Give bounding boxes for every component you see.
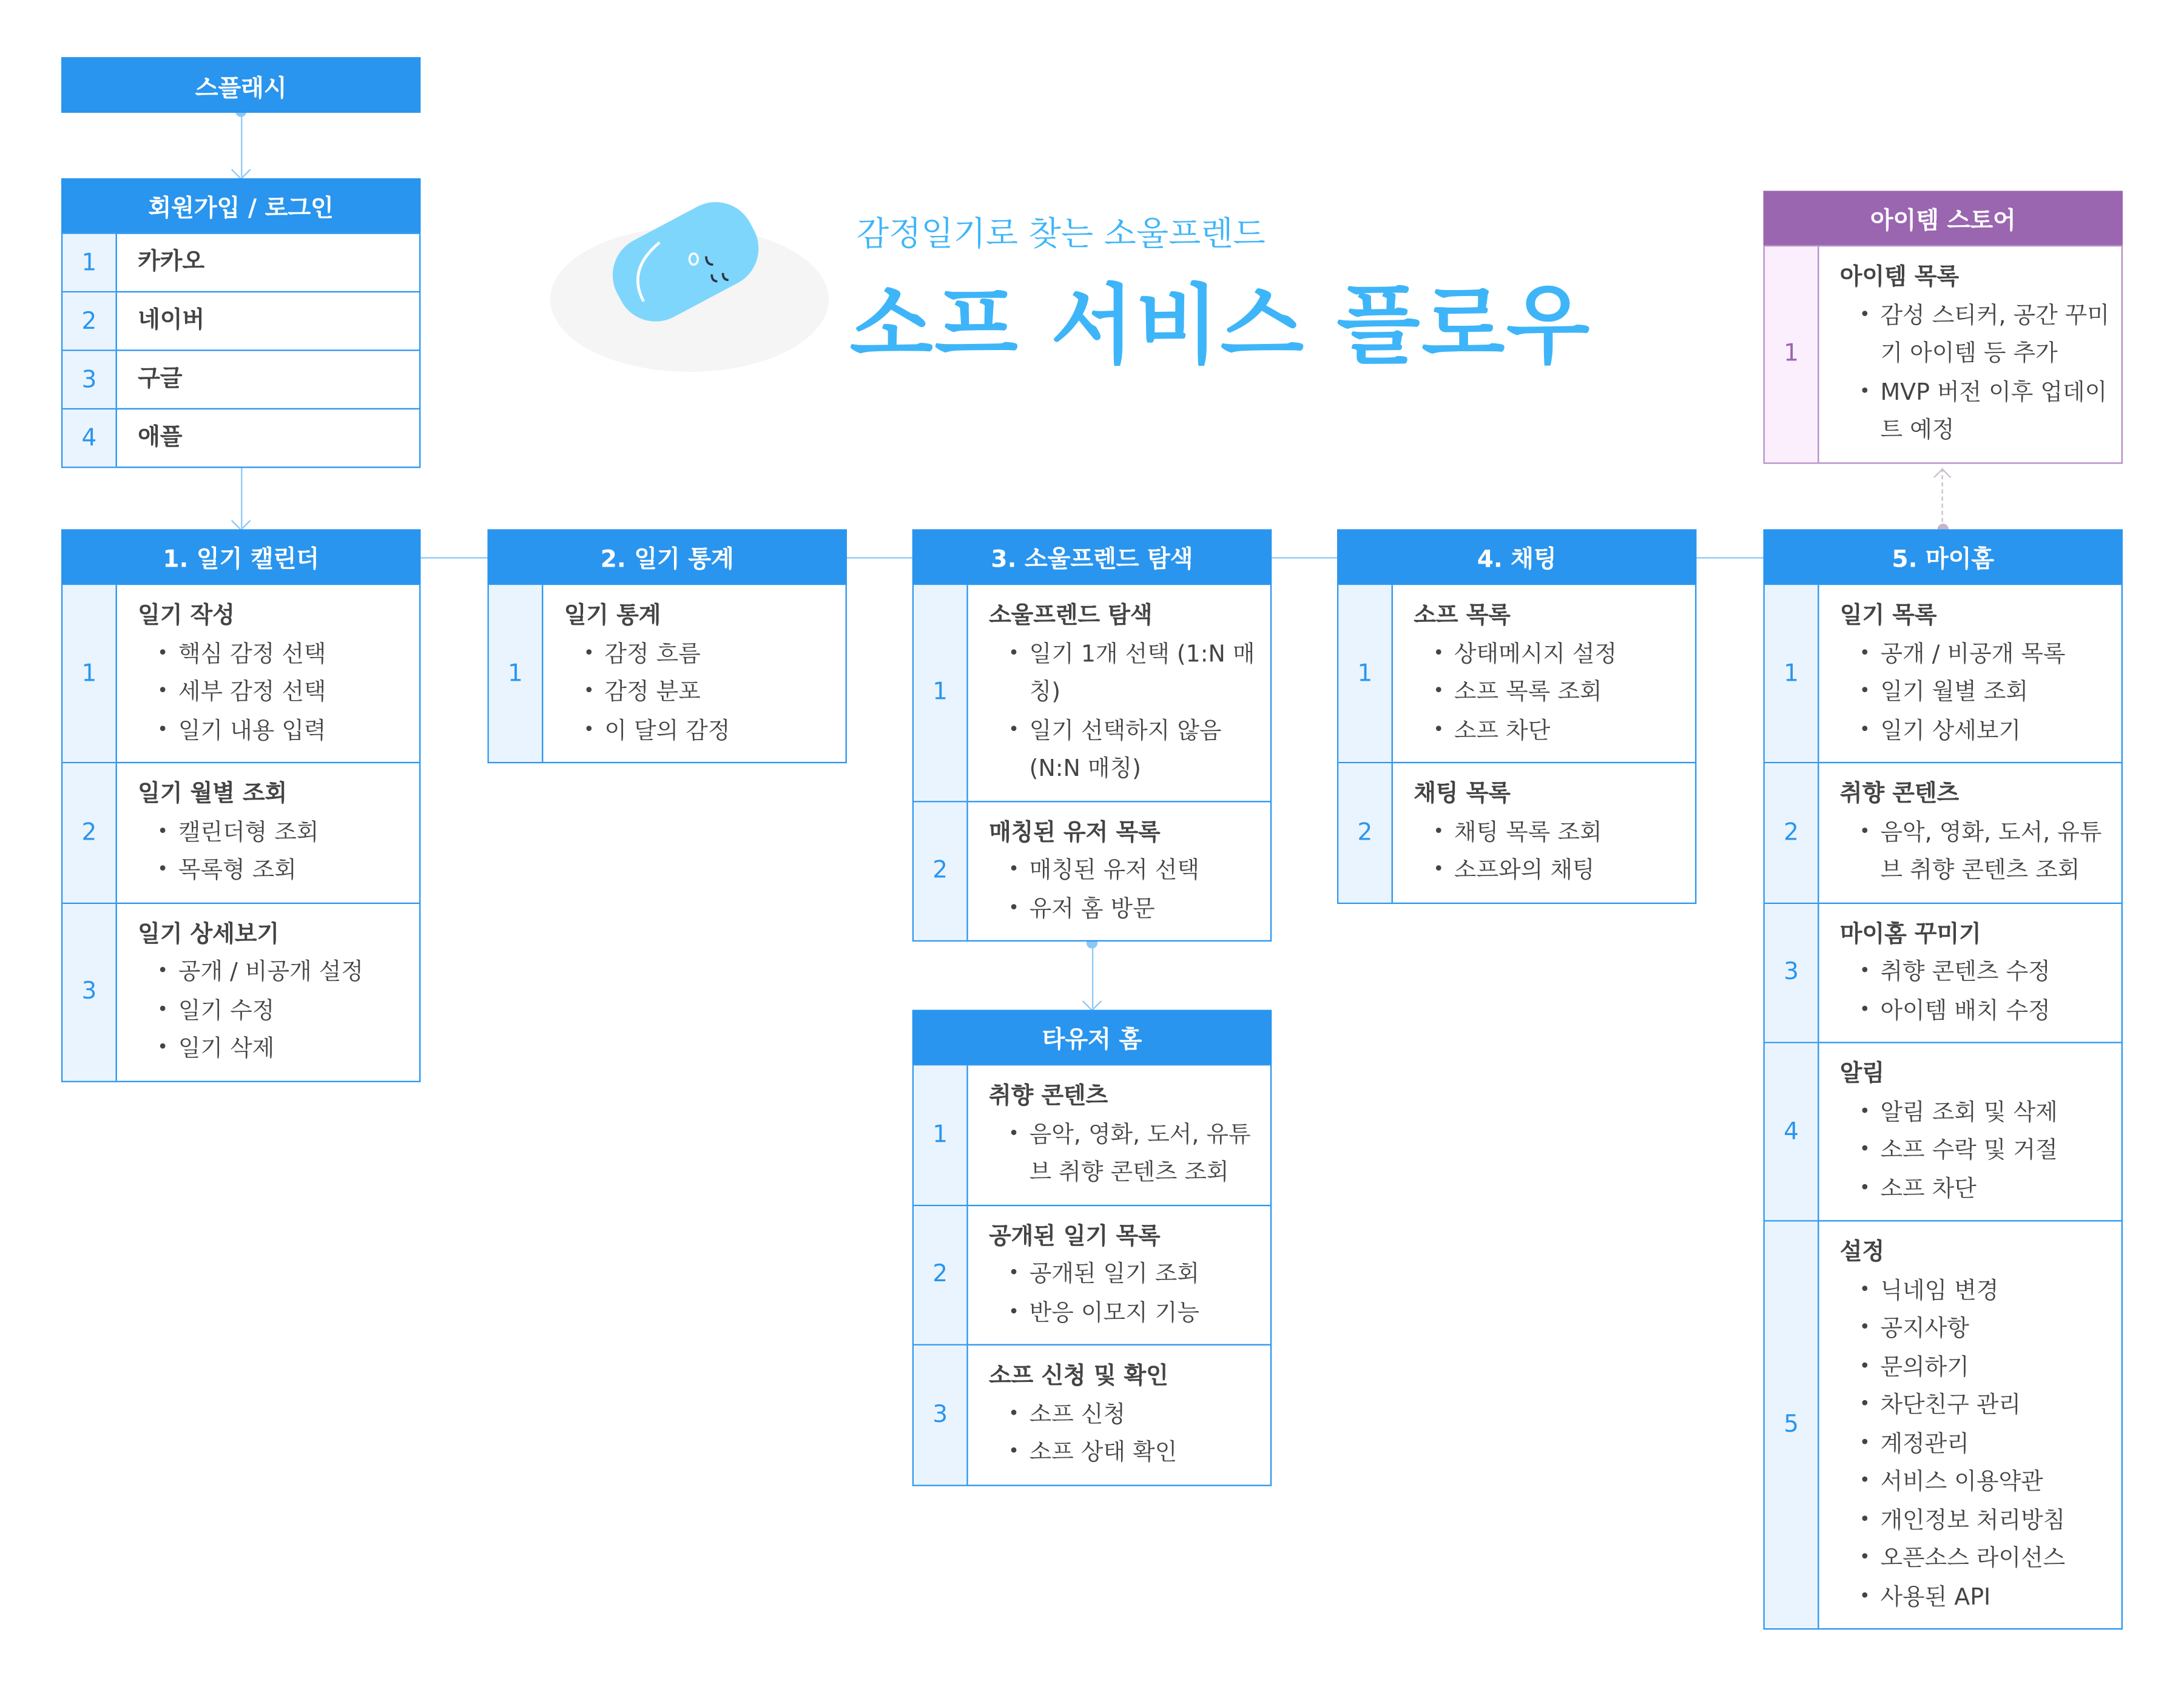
row-number: 2: [62, 763, 117, 901]
bullet-item: • 사용된 API: [1840, 1577, 2110, 1616]
bullet-list: [138, 952, 408, 1067]
row-body: [1819, 903, 2121, 1042]
row-number: 3: [914, 1346, 968, 1484]
bullet-list: [989, 635, 1259, 788]
row-title: 소울프렌드 탐색: [989, 601, 1153, 628]
list-row[interactable]: [914, 1204, 1270, 1344]
row-title: 마이홈 꾸미기: [1839, 920, 1981, 947]
row-label: 카카오: [138, 248, 205, 275]
row-title: 설정: [1839, 1238, 1885, 1265]
bullet-list: [989, 1255, 1259, 1332]
row-number: 1: [914, 585, 968, 800]
box-chat: [1337, 529, 1696, 903]
list-row[interactable]: [1338, 762, 1695, 902]
row-body: [117, 903, 419, 1080]
bullet-item: • 문의하기: [1840, 1347, 2110, 1386]
soap-mascot-logo: [543, 181, 849, 396]
list-row[interactable]: [1765, 1220, 2122, 1628]
list-row[interactable]: [1765, 902, 2122, 1042]
page-subtitle: 감정일기로 찾는 소울프렌드: [856, 214, 1266, 254]
bullet-item: • 아이템 배치 수정: [1840, 991, 2110, 1029]
bullet-item: • 차단친구 관리: [1840, 1386, 2110, 1424]
list-row[interactable]: [62, 232, 419, 291]
row-title: 일기 월별 조회: [138, 780, 288, 807]
list-row[interactable]: [914, 1064, 1270, 1204]
list-row[interactable]: [1765, 584, 2122, 762]
bullet-list: [138, 635, 408, 749]
row-label: 구글: [138, 365, 183, 392]
bullet-item: • 반응 이모지 기능: [989, 1293, 1259, 1332]
arrow-up-icon: [1933, 468, 1951, 486]
list-row[interactable]: [62, 408, 419, 467]
bullet-item: • 소프 목록 조회: [1414, 673, 1684, 711]
bullet-item: • 감성 스티커, 공간 꾸미기 아이템 등 추가: [1840, 296, 2110, 372]
row-body: [968, 1346, 1270, 1484]
splash-header: 스플래시: [61, 57, 420, 113]
box-header: 4. 채팅: [1337, 529, 1696, 584]
box-header: 회원가입 / 로그인: [61, 178, 420, 233]
bullet-item: • 소프 상태 확인: [989, 1433, 1259, 1471]
bullet-item: • 일기 1개 선택 (1:N 매칭): [989, 635, 1259, 711]
box-header: 1. 일기 캘린더: [61, 529, 420, 584]
box-diary-calendar: [61, 529, 420, 1081]
list-row[interactable]: [1765, 245, 2122, 462]
row-body: [1819, 763, 2121, 901]
row-number: 3: [1765, 903, 1819, 1042]
box-diary-stats: [488, 529, 847, 763]
bullet-list: [1414, 635, 1684, 749]
bullet-item: • 음악, 영화, 도서, 유튜브 취향 콘텐츠 조회: [989, 1115, 1259, 1191]
row-title: 소프 목록: [1414, 601, 1511, 628]
row-title: 아이템 목록: [1839, 263, 1960, 290]
row-number: 3: [62, 903, 117, 1080]
list-row[interactable]: [1765, 762, 2122, 902]
list-row[interactable]: [914, 1344, 1270, 1484]
row-body: [968, 801, 1270, 940]
row-number: 1: [1765, 246, 1819, 462]
box-item-store: [1764, 191, 2123, 463]
bullet-item: • 소프와의 채팅: [1414, 851, 1684, 889]
box-header: 3. 소울프렌드 탐색: [912, 529, 1272, 584]
bullet-list: [1840, 813, 2110, 889]
splash-screen-box[interactable]: [61, 57, 420, 113]
list-row[interactable]: [62, 762, 419, 902]
row-title: 매칭된 유저 목록: [989, 818, 1161, 845]
bullet-list: [1840, 635, 2110, 749]
list-row[interactable]: [62, 902, 419, 1080]
list-row[interactable]: [489, 584, 846, 762]
bullet-item: • 일기 수정: [138, 991, 408, 1029]
bullet-item: • 감정 흐름: [564, 635, 834, 673]
row-title: 일기 작성: [138, 601, 235, 628]
box-soulfriend-search: [912, 529, 1272, 942]
bullet-list: [1840, 1093, 2110, 1207]
row-title: 일기 목록: [1839, 601, 1937, 628]
bullet-item: • 캘린더형 조회: [138, 813, 408, 851]
row-title: 취향 콘텐츠: [989, 1082, 1108, 1109]
arrow-down-icon: [231, 160, 251, 180]
bullet-item: • 소프 차단: [1414, 711, 1684, 749]
arrow-down-icon: [1082, 992, 1102, 1011]
box-header: 타유저 홈: [912, 1010, 1272, 1065]
page-title: 소프 서비스 플로우: [849, 274, 1591, 376]
row-number: 1: [914, 1065, 968, 1204]
row-body: [968, 1065, 1270, 1204]
bullet-item: • 감정 분포: [564, 673, 834, 711]
row-number: 1: [62, 234, 117, 291]
bullet-item: • 개인정보 처리방침: [1840, 1501, 2110, 1539]
row-title: 일기 상세보기: [138, 920, 280, 947]
row-number: 4: [62, 409, 117, 467]
row-number: 3: [62, 351, 117, 408]
bullet-item: • 매칭된 유저 선택: [989, 851, 1259, 889]
row-body: [117, 763, 419, 901]
row-label: 네이버: [138, 306, 205, 334]
row-title: 공개된 일기 목록: [989, 1222, 1161, 1249]
row-number: 1: [489, 585, 544, 762]
row-body: [1819, 1222, 2121, 1628]
bullet-item: • 이 달의 감정: [564, 711, 834, 749]
bullet-item: • 서비스 이용약관: [1840, 1463, 2110, 1501]
row-number: 1: [1765, 585, 1819, 762]
bullet-item: • 알림 조회 및 삭제: [1840, 1093, 2110, 1131]
row-body: [1819, 585, 2121, 762]
bullet-list: [1840, 296, 2110, 450]
row-body: [1393, 763, 1695, 901]
row-body: [1393, 585, 1695, 762]
row-title: 취향 콘텐츠: [1839, 780, 1960, 807]
list-row[interactable]: [1765, 1042, 2122, 1220]
bullet-item: • 공개 / 비공개 설정: [138, 952, 408, 991]
list-row[interactable]: [914, 584, 1270, 800]
box-header: 2. 일기 통계: [488, 529, 847, 584]
row-number: 1: [62, 585, 117, 762]
row-body: [968, 585, 1270, 800]
row-number: 5: [1765, 1222, 1819, 1628]
bullet-item: • 소프 차단: [1840, 1169, 2110, 1207]
bullet-item: • 공개 / 비공개 목록: [1840, 635, 2110, 673]
box-header: 아이템 스토어: [1764, 191, 2123, 246]
row-number: 2: [914, 1205, 968, 1344]
bullet-item: • 일기 상세보기: [1840, 711, 2110, 749]
list-row[interactable]: [914, 800, 1270, 940]
bullet-item: • 오픈소스 라이선스: [1840, 1539, 2110, 1577]
row-body: [968, 1205, 1270, 1344]
login-box: [61, 178, 420, 468]
row-title: 채팅 목록: [1414, 780, 1511, 807]
bullet-item: • MVP 버전 이후 업데이트 예정: [1840, 372, 2110, 449]
bullet-item: • 목록형 조회: [138, 851, 408, 889]
bullet-item: • 공지사항: [1840, 1309, 2110, 1347]
list-row[interactable]: [62, 291, 419, 349]
bullet-item: • 취향 콘텐츠 수정: [1840, 952, 2110, 991]
list-row[interactable]: [1338, 584, 1695, 762]
row-title: 일기 통계: [564, 601, 661, 628]
bullet-list: [989, 851, 1259, 928]
list-row[interactable]: [62, 584, 419, 762]
bullet-list: [138, 813, 408, 889]
row-number: 2: [914, 801, 968, 940]
row-body: [1819, 1043, 2121, 1221]
bullet-item: • 소프 신청: [989, 1395, 1259, 1433]
bullet-item: • 소프 수락 및 거절: [1840, 1131, 2110, 1169]
row-label: 애플: [138, 423, 183, 451]
bullet-item: • 채팅 목록 조회: [1414, 813, 1684, 851]
bullet-list: [564, 635, 834, 749]
box-other-user-home: [912, 1010, 1272, 1486]
bullet-item: • 핵심 감정 선택: [138, 635, 408, 673]
bullet-item: • 일기 삭제: [138, 1029, 408, 1068]
box-header: 5. 마이홈: [1764, 529, 2123, 584]
bullet-list: [1840, 1271, 2110, 1616]
bullet-item: • 음악, 영화, 도서, 유튜브 취향 콘텐츠 조회: [1840, 813, 2110, 889]
row-title: 알림: [1839, 1060, 1885, 1087]
row-number: 2: [62, 292, 117, 349]
bullet-item: • 일기 선택하지 않음 (N:N 매칭): [989, 711, 1259, 787]
row-body: [543, 585, 845, 762]
bullet-list: [989, 1395, 1259, 1471]
bullet-item: • 공개된 일기 조회: [989, 1255, 1259, 1293]
row-body: [1819, 246, 2121, 462]
bullet-list: [989, 1115, 1259, 1191]
box-myhome: [1764, 529, 2123, 1629]
row-number: 2: [1765, 763, 1819, 901]
arrow-down-icon: [231, 511, 251, 530]
bullet-list: [1840, 952, 2110, 1029]
bullet-item: • 닉네임 변경: [1840, 1271, 2110, 1309]
bullet-item: • 일기 월별 조회: [1840, 673, 2110, 711]
row-number: 2: [1338, 763, 1393, 901]
bullet-item: • 유저 홈 방문: [989, 889, 1259, 928]
bullet-item: • 세부 감정 선택: [138, 673, 408, 711]
bullet-item: • 계정관리: [1840, 1424, 2110, 1463]
bullet-list: [1414, 813, 1684, 889]
row-number: 1: [1338, 585, 1393, 762]
bullet-item: • 상태메시지 설정: [1414, 635, 1684, 673]
list-row[interactable]: [62, 349, 419, 408]
row-body: [117, 585, 419, 762]
row-title: 소프 신청 및 확인: [989, 1362, 1168, 1389]
bullet-item: • 일기 내용 입력: [138, 711, 408, 749]
row-number: 4: [1765, 1043, 1819, 1221]
